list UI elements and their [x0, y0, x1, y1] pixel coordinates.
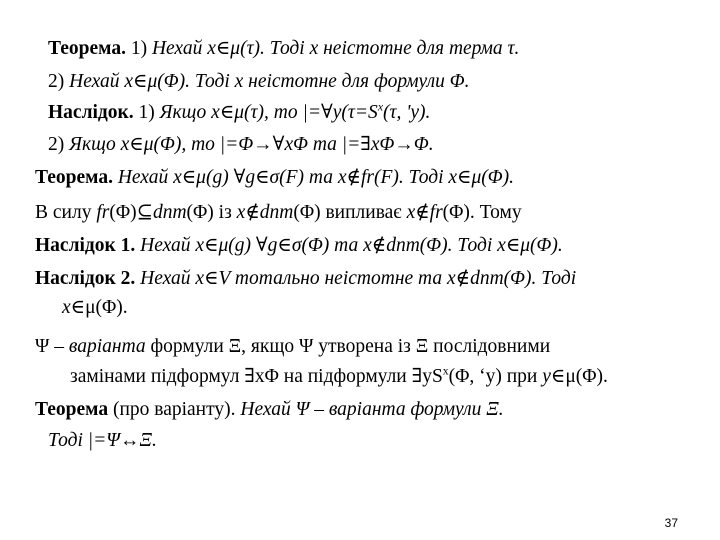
superscript: x [442, 364, 449, 378]
text-segment: (Φ). Тому [442, 202, 522, 223]
theorem-variant-line-1 [35, 398, 504, 422]
text-segment: 1) [130, 38, 152, 59]
variant-definition-line-2 [70, 365, 608, 389]
text-segment: x [236, 202, 246, 223]
text-segment: fr [429, 202, 443, 223]
text-segment: dnm [259, 202, 294, 223]
page-number: 37 [664, 516, 678, 530]
text-segment: fr [96, 202, 110, 223]
text-segment: Тоді |=Ψ↔Ξ. [48, 430, 157, 451]
text-segment: Нехай x∈μ(g) ∀g∈σ(Φ) та x∉dnm(Φ). Тоді x∈μ(Φ). [140, 235, 563, 256]
text-segment: формули Ξ, якщо Ψ утворена із Ξ послідовними [145, 336, 551, 357]
text-segment: (Φ, ‘y) при [448, 366, 543, 387]
text-segment: dnm [152, 202, 187, 223]
proof-line [35, 201, 522, 225]
text-segment: Нехай x∈μ(τ). Тоді x неістотне для терма τ. [151, 38, 520, 59]
text-segment: Теорема. [48, 38, 131, 59]
text-segment: ∈μ(Φ). [550, 366, 608, 387]
text-segment: замінами підформул ∃xΦ на підформули ∃yS [70, 366, 443, 387]
text-segment: В силу [35, 202, 97, 223]
theorem-1-line-2 [48, 70, 470, 94]
text-segment: Нехай x∈μ(g) ∀g∈σ(F) та x∉fr(F). Тоді x∈μ(Φ). [117, 167, 514, 188]
variant-definition-line-1 [35, 335, 550, 359]
text-segment: x [62, 297, 71, 318]
theorem-1-line-1 [48, 37, 519, 61]
text-segment: Нехай x∈V тотально неістотне та x∉dnm(Φ). Тоді [140, 268, 577, 289]
text-segment: Ψ – [35, 336, 69, 357]
text-segment: Якщо x∈μ(Φ), то |=Φ→∀xΦ та |=∃xΦ→Φ. [69, 134, 434, 155]
text-segment: Теорема [35, 399, 109, 420]
text-segment: 2) [48, 71, 70, 92]
text-segment: ∉ [245, 202, 260, 223]
text-segment: (Φ) випливає [293, 202, 407, 223]
text-segment: ∈μ(Φ). [70, 297, 128, 318]
corollary-line-1 [48, 101, 430, 125]
theorem-variant-line-2 [48, 429, 157, 453]
text-segment: Нехай x∈μ(Φ). Тоді x неістотне для формули Φ. [69, 71, 470, 92]
text-segment: Нехай Ψ – варіанта формули Ξ. [240, 399, 504, 420]
text-segment: Якщо x∈μ(τ), то |=∀y(τ=S [159, 102, 378, 123]
text-segment: 2) [48, 134, 70, 155]
corollary-line-2 [48, 133, 434, 157]
text-segment: (τ, 'y). [383, 102, 431, 123]
corollary-2-line-1 [35, 267, 576, 291]
superscript: x [377, 100, 383, 114]
text-segment: 1) [138, 102, 160, 123]
text-segment: (про варіанту). [108, 399, 241, 420]
text-segment: x [406, 202, 416, 223]
corollary-2-line-2 [62, 296, 128, 320]
text-segment: Наслідок. [48, 102, 139, 123]
text-segment: Наслідок 1. [35, 235, 141, 256]
text-segment: (Φ) із [186, 202, 237, 223]
text-segment: варіанта [68, 336, 146, 357]
text-segment: ∉ [415, 202, 430, 223]
corollary-1-line [35, 234, 563, 258]
text-segment: y [542, 366, 551, 387]
text-segment: Наслідок 2. [35, 268, 141, 289]
text-segment: Теорема. [35, 167, 118, 188]
text-segment: (Φ)⊆ [109, 202, 153, 223]
theorem-2-line [35, 166, 514, 190]
